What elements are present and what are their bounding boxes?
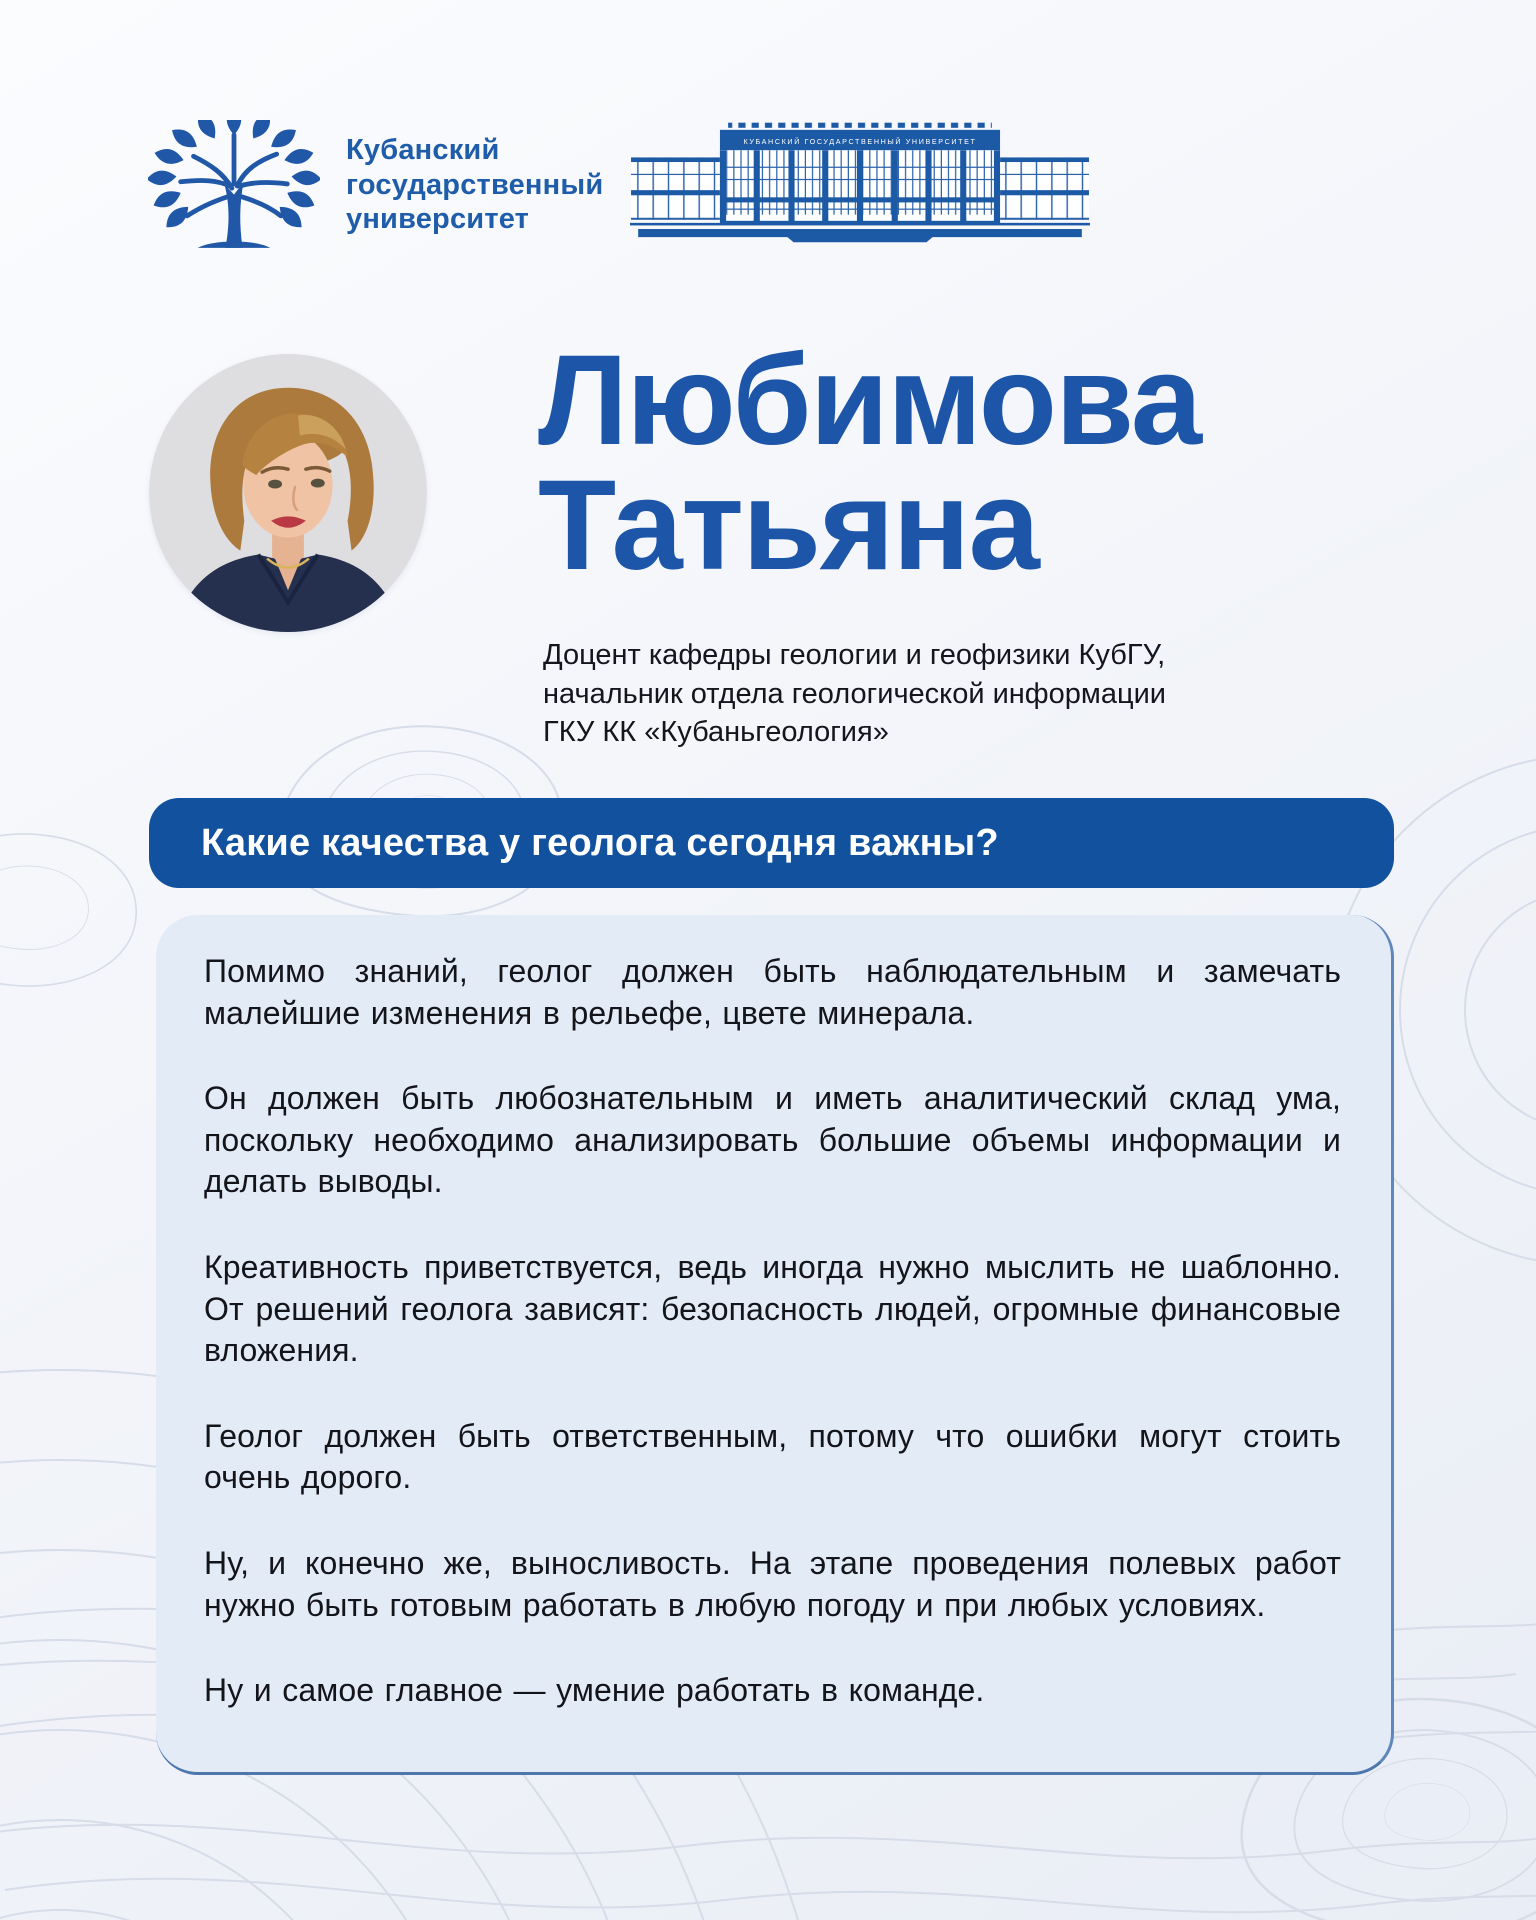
answer-paragraph: Креативность приветствуется, ведь иногда нужно мыслить не шаблонно. От решений геолога зависят: безопасность людей, огромные финансовые вложения. (204, 1248, 1341, 1369)
logo-line: государственный (346, 168, 604, 201)
avatar-photo (149, 354, 427, 632)
logo-line: университет (346, 203, 530, 236)
question-banner (149, 798, 1394, 888)
logo-line: Кубанский (346, 133, 500, 166)
answer-paragraph: Ну, и конечно же, выносливость. На этапе проведения полевых работ нужно быть готовым работать в любую погоду и при любых условиях. (204, 1544, 1341, 1623)
university-logo (148, 120, 603, 250)
university-building-illustration (630, 120, 1090, 246)
answer-paragraph: Он должен быть любознательным и иметь аналитический склад ума, поскольку необходимо анализировать большие объемы информации и делать выводы. (204, 1080, 1341, 1200)
person-name-line: Татьяна (538, 454, 1039, 598)
person-name-line: Любимова (538, 329, 1201, 472)
answer-paragraph: Помимо знаний, геолог должен быть наблюдательным и замечать малейшие изменения в рельефе, цвете минерала. (204, 953, 1341, 1031)
role-line: начальник отдела геологической информации (543, 677, 1166, 710)
answer-paragraph: Геолог должен быть ответственным, потому что ошибки могут стоить очень дорого. (204, 1417, 1341, 1496)
role-line: ГКУ КК «Кубаньгеология» (543, 716, 889, 749)
role-line: Доцент кафедры геологии и геофизики КубГУ, (543, 639, 1166, 671)
university-tree-icon (148, 120, 320, 250)
university-name (346, 133, 603, 237)
portrait-illustration (149, 354, 427, 632)
question-text: Какие качества у геолога сегодня важны? (201, 821, 999, 864)
answer-card (156, 915, 1394, 1775)
building-caption: КУБАНСКИЙ ГОСУДАРСТВЕННЫЙ УНИВЕРСИТЕТ (743, 138, 977, 147)
person-role (543, 636, 1166, 752)
answer-paragraph: Ну и самое главное — умение работать в команде. (204, 1672, 985, 1709)
person-name (538, 329, 1201, 598)
